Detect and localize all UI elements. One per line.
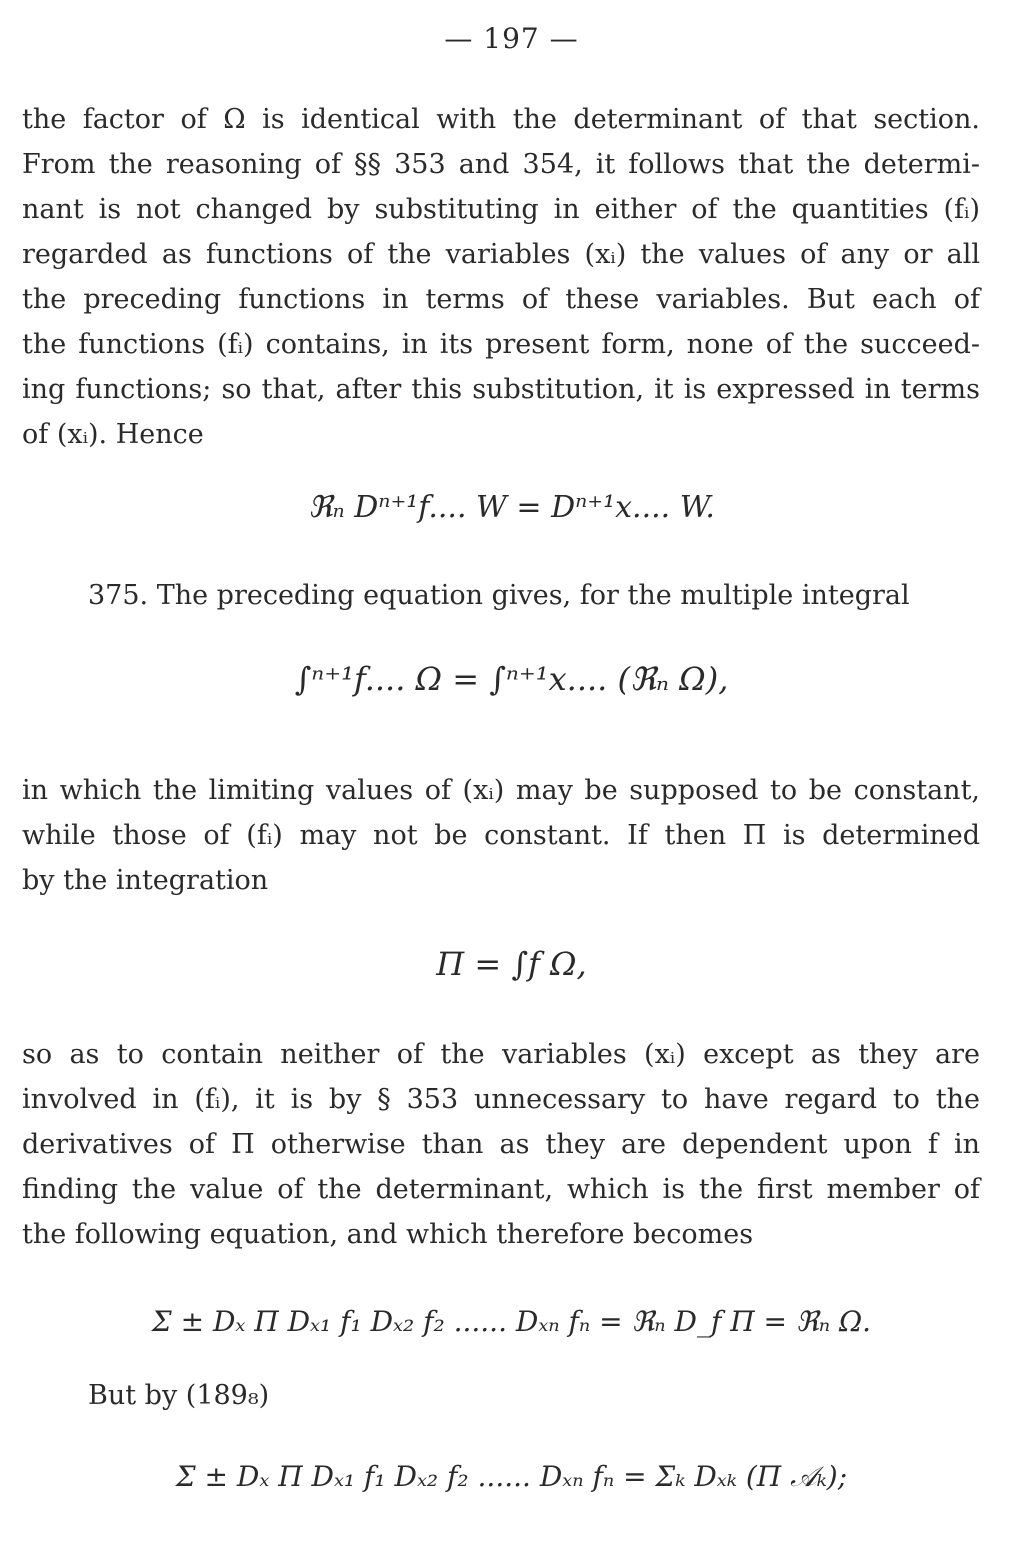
text-line: regarded as functions of the variables (xᵢ) the values of any or all bbox=[22, 239, 980, 270]
equation-2: ∫ⁿ⁺¹f.... Ω = ∫ⁿ⁺¹x.... (ℜₙ Ω), bbox=[294, 660, 729, 698]
text-line: of (xᵢ). Hence bbox=[22, 419, 204, 450]
text-line: the preceding functions in terms of these variables. But each of bbox=[22, 284, 980, 315]
equation-1: ℜₙ Dⁿ⁺¹f.... W = Dⁿ⁺¹x.... W. bbox=[308, 490, 715, 525]
paragraph-1 bbox=[22, 97, 980, 457]
text-line: in which the limiting values of (xᵢ) may be supposed to be constant, bbox=[22, 775, 980, 806]
text-line: involved in (fᵢ), it is by § 353 unnecessary to have regard to the bbox=[22, 1084, 980, 1115]
equation-3: Π = ∫f Ω, bbox=[436, 945, 587, 983]
equation-5: Σ ± Dₓ Π Dₓ₁ f₁ Dₓ₂ f₂ ...... Dₓₙ fₙ = Σₖ Dₓₖ (Π 𝒜ₖ); bbox=[175, 1460, 848, 1493]
text-line: finding the value of the determinant, which is the first member of bbox=[22, 1174, 980, 1205]
text-line: derivatives of Π otherwise than as they are dependent upon f in bbox=[22, 1129, 980, 1160]
paragraph-3 bbox=[22, 768, 980, 903]
text-line: From the reasoning of §§ 353 and 354, it follows that the determi- bbox=[22, 149, 980, 180]
section-375-intro: 375. The preceding equation gives, for the multiple integral bbox=[88, 580, 910, 611]
paragraph-4 bbox=[22, 1032, 980, 1257]
text-line: ing functions; so that, after this substitution, it is expressed in terms bbox=[22, 374, 980, 405]
text-line: the functions (fᵢ) contains, in its present form, none of the succeed- bbox=[22, 329, 980, 360]
equation-4: Σ ± Dₓ Π Dₓ₁ f₁ Dₓ₂ f₂ ...... Dₓₙ fₙ = ℜₙ D_f Π = ℜₙ Ω. bbox=[151, 1305, 872, 1338]
text-line: the following equation, and which therefore becomes bbox=[22, 1219, 754, 1250]
page-number: — 197 — bbox=[444, 22, 579, 55]
text-line: nant is not changed by substituting in either of the quantities (fᵢ) bbox=[22, 194, 980, 225]
text-line: the factor of Ω is identical with the determinant of that section. bbox=[22, 104, 980, 135]
text-line: by the integration bbox=[22, 865, 269, 896]
text-line: so as to contain neither of the variables (xᵢ) except as they are bbox=[22, 1039, 980, 1070]
text-line: while those of (fᵢ) may not be constant. If then Π is determined bbox=[22, 820, 980, 851]
reference-line: But by (189₈) bbox=[88, 1380, 270, 1411]
